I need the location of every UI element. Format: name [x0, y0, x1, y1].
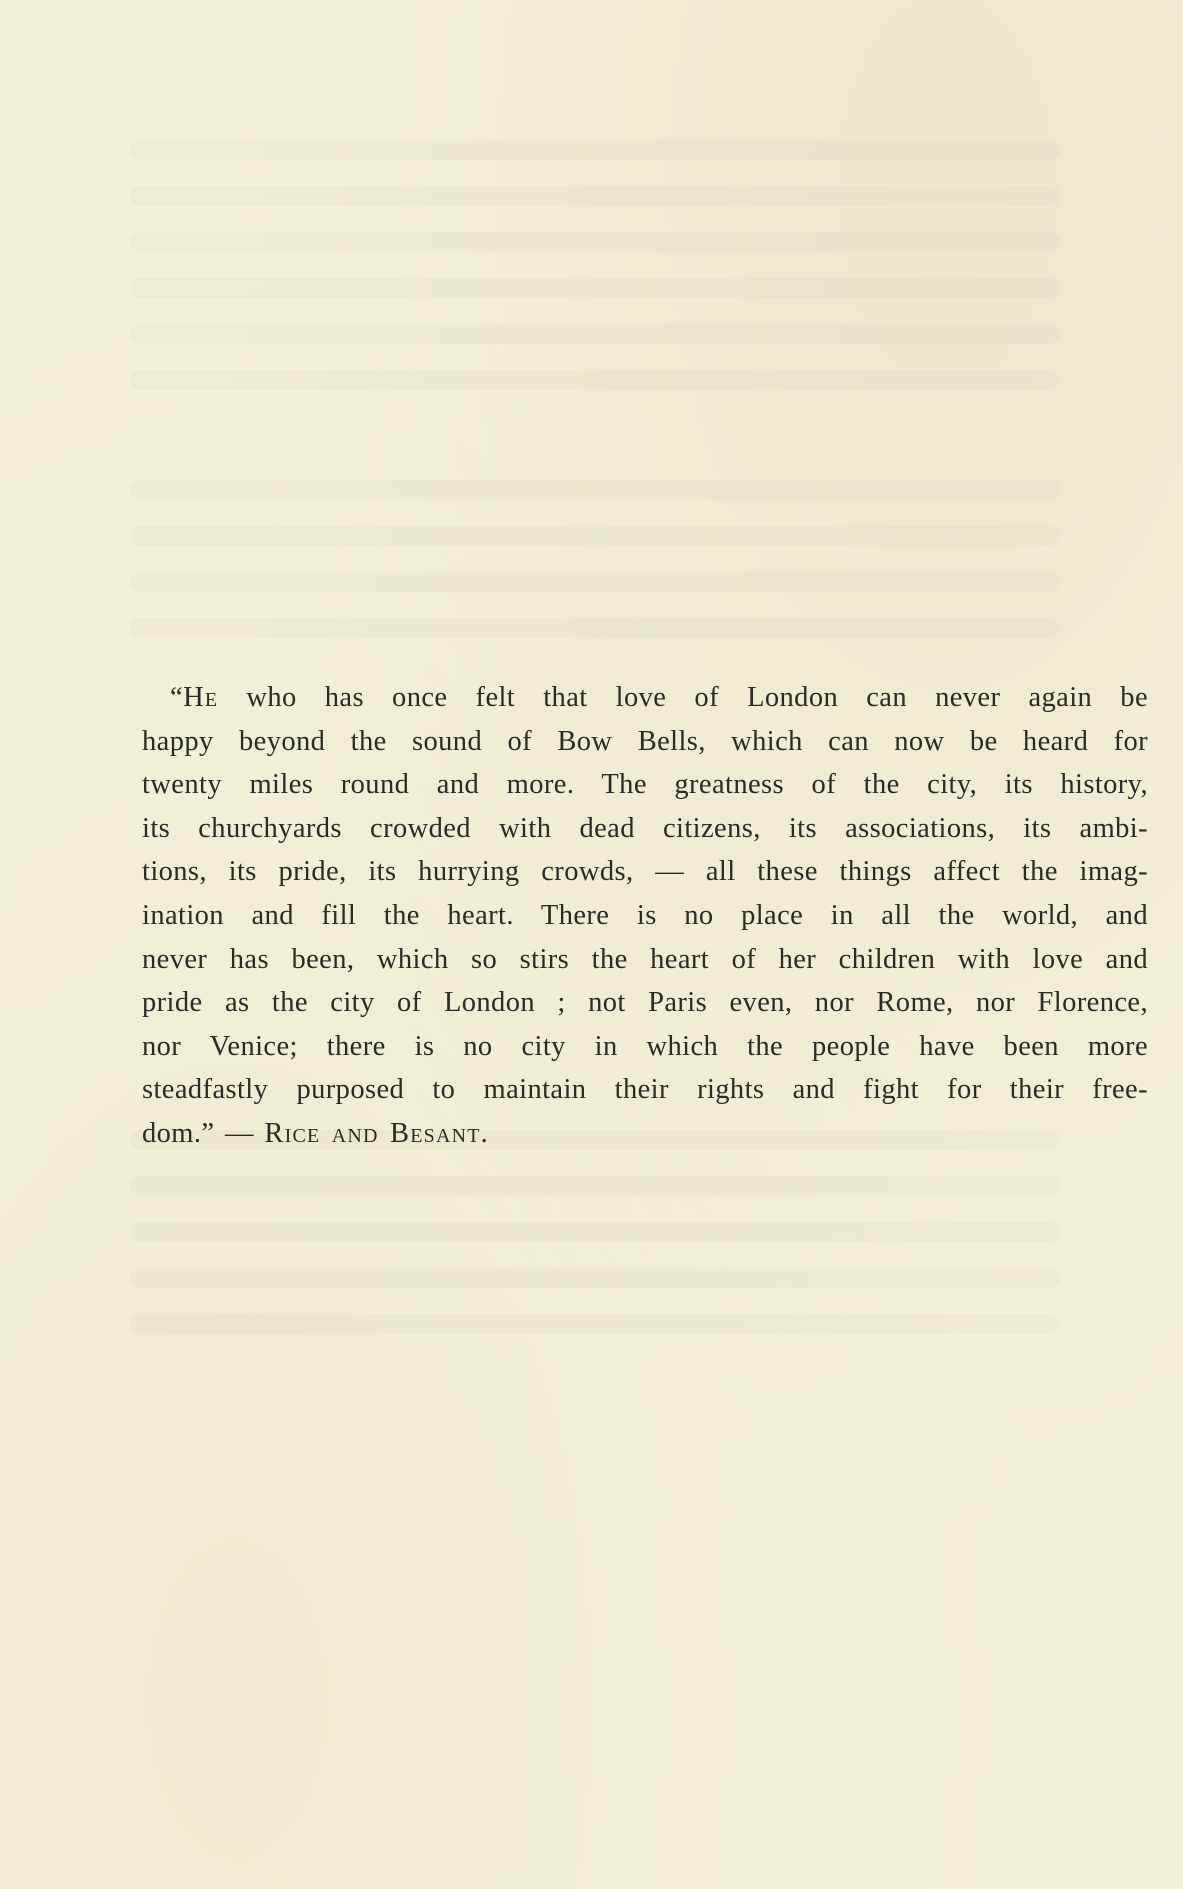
quote-last-line	[142, 1112, 1148, 1156]
quote-open-mark: “	[170, 682, 184, 713]
quote-line: its churchyards crowded with dead citizens, its associations, its ambi-	[142, 812, 1148, 844]
quote-closing-text: dom.” —	[142, 1117, 265, 1149]
quote-line: pride as the city of London ; not Paris even, nor Rome, nor Florence,	[142, 987, 1148, 1019]
quote-lead-word: He	[183, 682, 219, 713]
quote-line: nor Venice; there is no city in which the people have been more	[142, 1030, 1148, 1062]
quote-line: never has been, which so stirs the heart of her children with love and	[142, 943, 1148, 975]
quote-line: steadfastly purposed to maintain their rights and fight for their free-	[142, 1074, 1148, 1106]
quote-line: ination and fill the heart. There is no place in all the world, and	[142, 899, 1148, 931]
epigraph-quote	[142, 676, 1148, 1156]
quote-line-text: who has once felt that love of London can never again be	[246, 682, 1148, 713]
quote-line: happy beyond the sound of Bow Bells, which can now be heard for	[142, 725, 1148, 757]
quote-attribution: Rice and Besant.	[264, 1117, 489, 1149]
quote-line: twenty miles round and more. The greatness of the city, its history,	[142, 769, 1148, 801]
quote-line: tions, its pride, its hurrying crowds, — all these things affect the imag-	[142, 856, 1148, 888]
quote-line	[142, 676, 1148, 720]
